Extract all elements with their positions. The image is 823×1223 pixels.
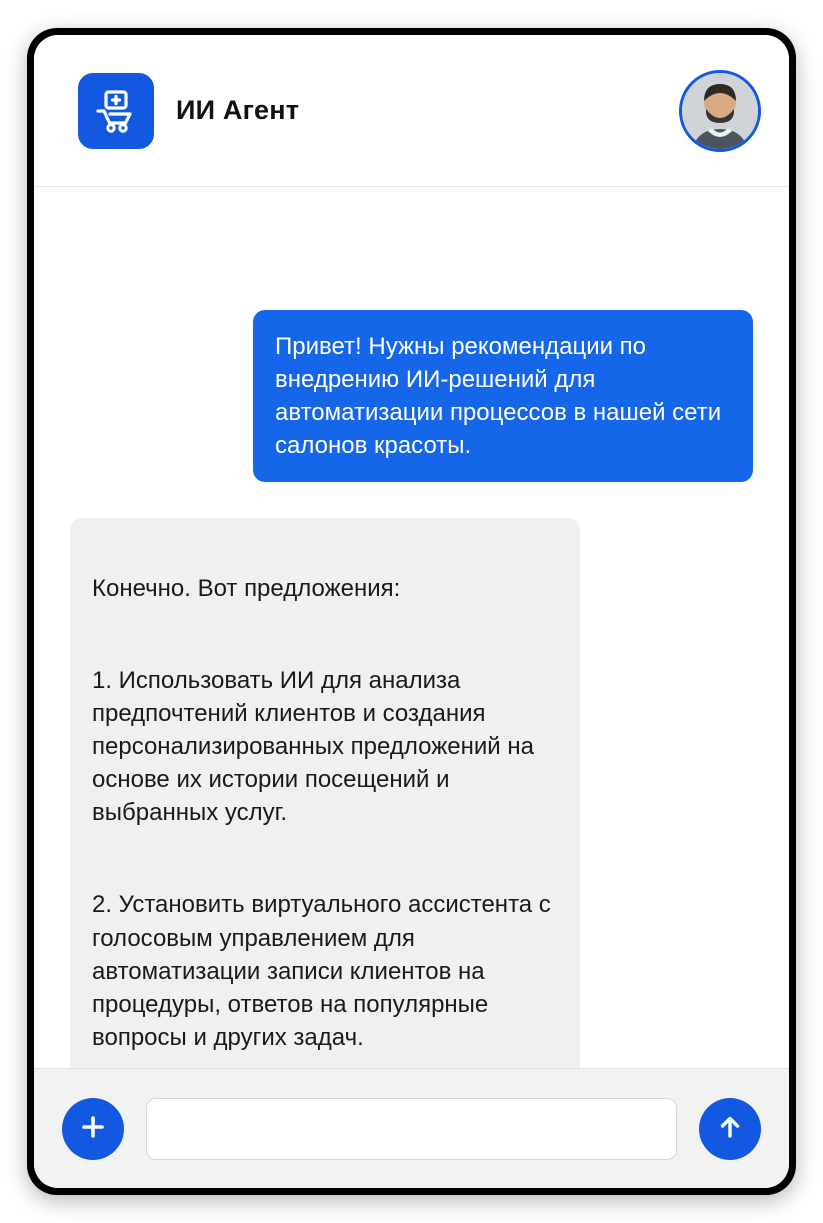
app-header <box>34 35 789 187</box>
message-input[interactable] <box>146 1098 677 1160</box>
chat-message-list <box>34 187 789 1068</box>
shopping-cart-plus-icon <box>78 73 154 149</box>
page-title: ИИ Агент <box>176 95 300 125</box>
agent-paragraph-1: Конечно. Вот предложения: <box>92 574 401 602</box>
arrow-up-icon <box>715 1112 745 1145</box>
user-message-bubble: Привет! Нужны рекомендации по внедрению ИИ-решений для автоматизации процессов в нашей сети салонов красоты. <box>253 310 753 482</box>
message-row-user <box>70 215 753 482</box>
message-row-agent <box>70 518 753 1068</box>
agent-paragraph-3: 2. Установить виртуального ассистента с голосовым управлением для автоматизации записи клиентов на процедуры, ответов на популярные вопросы и других задач. <box>92 891 551 1051</box>
avatar[interactable] <box>679 70 761 152</box>
agent-paragraph-2: 1. Использовать ИИ для анализа предпочтений клиентов и создания персонализированных предложений на основе их истории посещений и выбранных услуг. <box>92 666 534 827</box>
message-composer <box>34 1068 789 1188</box>
attach-button[interactable] <box>62 1098 124 1160</box>
agent-message-bubble <box>70 518 580 1068</box>
send-button[interactable] <box>699 1098 761 1160</box>
phone-screen <box>34 35 789 1188</box>
plus-icon <box>78 1112 108 1145</box>
phone-frame <box>27 28 796 1195</box>
